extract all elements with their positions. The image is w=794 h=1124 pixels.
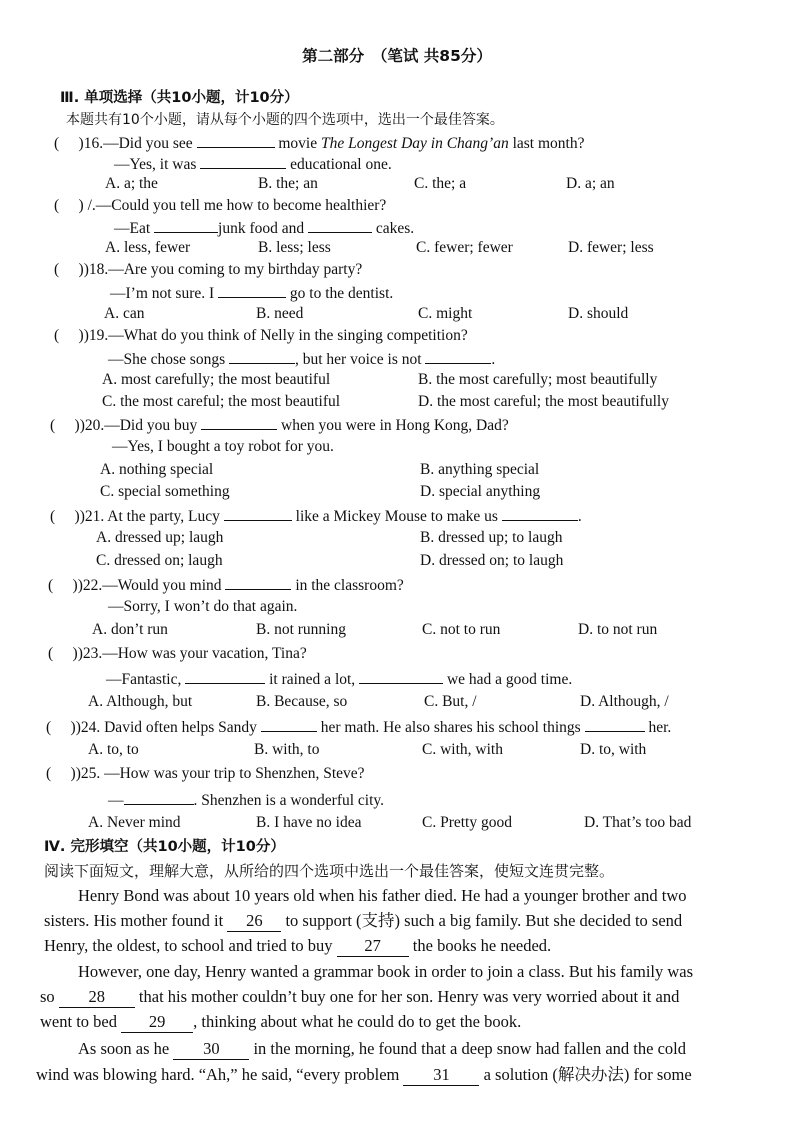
question-text: go to the dentist. xyxy=(289,285,394,302)
question-22 xyxy=(48,574,404,596)
passage-text: in the morning, he found that a deep snow had fallen and the cold xyxy=(253,1039,686,1058)
answer-bracket[interactable]: ( ) xyxy=(54,135,84,152)
option-a[interactable]: A. less, fewer xyxy=(105,239,191,256)
question-21 xyxy=(50,505,582,527)
answer-blank xyxy=(200,153,286,169)
option-b[interactable]: B. I have no idea xyxy=(256,814,362,831)
question-text: educational one. xyxy=(290,156,392,173)
answer-blank xyxy=(154,217,218,233)
question-text: , but her voice is not xyxy=(294,351,422,368)
answer-blank xyxy=(261,716,317,732)
answer-bracket[interactable]: ( ) xyxy=(50,417,80,434)
passage-text: wind was blowing hard. “Ah,” he said, “every problem xyxy=(36,1065,400,1084)
option-b[interactable]: B. anything special xyxy=(420,461,540,478)
cloze-blank-26[interactable]: 26 xyxy=(227,911,281,932)
answer-bracket[interactable]: ( ) xyxy=(54,197,84,214)
question-text: —Eat xyxy=(114,220,151,237)
option-b[interactable]: B. not running xyxy=(256,621,346,638)
question-23-line-2 xyxy=(106,668,572,690)
question-text: her. xyxy=(648,719,672,736)
option-d[interactable]: D. a; an xyxy=(566,175,615,192)
question-17-line-2 xyxy=(114,217,414,239)
option-c[interactable]: C. Pretty good xyxy=(422,814,512,831)
option-a[interactable]: A. Never mind xyxy=(88,814,181,831)
answer-blank xyxy=(425,348,491,364)
question-text: her math. He also shares his school things xyxy=(320,719,581,736)
question-16-line-2 xyxy=(114,153,392,175)
question-text: like a Mickey Mouse to make us xyxy=(295,508,498,525)
option-d[interactable]: D. special anything xyxy=(420,483,541,500)
section-3-heading: Ⅲ. 单项选择（共10小题，计10分） xyxy=(60,90,299,106)
answer-blank xyxy=(359,668,443,684)
option-a[interactable]: A. can xyxy=(104,305,145,322)
question-text: )19.—What do you think of Nelly in the singing competition? xyxy=(83,327,468,344)
passage-line xyxy=(36,1065,692,1086)
cloze-blank-27[interactable]: 27 xyxy=(337,936,409,957)
option-c[interactable]: C. with, with xyxy=(422,741,503,758)
option-b[interactable]: B. the; an xyxy=(258,175,318,192)
question-18-line-2 xyxy=(110,282,393,304)
answer-blank xyxy=(229,348,295,364)
question-text: )20.—Did you buy xyxy=(79,417,198,434)
question-16 xyxy=(54,132,585,154)
option-c[interactable]: C. But, / xyxy=(424,693,477,710)
passage-line xyxy=(44,911,682,932)
section-4-instruction: 阅读下面短文，理解大意，从所给的四个选项中选出一个最佳答案，使短文连贯完整。 xyxy=(44,862,615,880)
passage-text: , thinking about what he could do to get the book. xyxy=(193,1012,522,1031)
answer-bracket[interactable]: ( ) xyxy=(46,765,76,782)
question-23 xyxy=(48,644,307,664)
option-c[interactable]: C. fewer; fewer xyxy=(416,239,513,256)
answer-bracket[interactable]: ( ) xyxy=(46,719,76,736)
option-c[interactable]: C. special something xyxy=(100,483,230,500)
answer-bracket[interactable]: ( ) xyxy=(54,327,84,344)
question-text: in the classroom? xyxy=(295,577,404,594)
passage-line xyxy=(40,987,679,1008)
passage-text: a solution (解决办法) for some xyxy=(483,1065,692,1084)
option-b[interactable]: B. the most carefully; most beautifully xyxy=(418,371,658,388)
option-c[interactable]: C. not to run xyxy=(422,621,501,638)
question-text: — xyxy=(108,792,124,809)
option-d[interactable]: D. the most careful; the most beautifully xyxy=(418,393,669,410)
passage-text: As soon as he xyxy=(78,1039,170,1058)
passage-text: sisters. His mother found it xyxy=(44,911,224,930)
question-text: . xyxy=(491,351,496,368)
answer-blank xyxy=(218,282,286,298)
answer-bracket[interactable]: ( ) xyxy=(48,577,78,594)
question-19-line-2 xyxy=(108,348,495,370)
question-text: )23.—How was your vacation, Tina? xyxy=(77,645,307,662)
question-text: )21. At the party, Lucy xyxy=(79,508,220,525)
question-22-line-2: —Sorry, I won’t do that again. xyxy=(108,598,298,615)
option-a[interactable]: A. dressed up; laugh xyxy=(96,529,224,546)
cloze-blank-30[interactable]: 30 xyxy=(173,1039,249,1060)
passage-line xyxy=(78,1039,686,1060)
answer-blank xyxy=(502,505,578,521)
cloze-blank-31[interactable]: 31 xyxy=(403,1065,479,1086)
option-c[interactable]: C. the most careful; the most beautiful xyxy=(102,393,341,410)
question-20-line-2: —Yes, I bought a toy robot for you. xyxy=(112,438,334,455)
question-text: )18.—Are you coming to my birthday party? xyxy=(83,261,363,278)
passage-text: that his mother couldn’t buy one for her son. Henry was very worried about it and xyxy=(138,987,680,1006)
question-19 xyxy=(54,326,468,346)
option-b[interactable]: B. need xyxy=(256,305,304,322)
passage-text: the books he needed. xyxy=(412,936,552,955)
passage-line: Henry Bond was about 10 years old when his father died. He had a younger brother and two xyxy=(78,886,687,905)
question-text: /.—Could you tell me how to become healthier? xyxy=(87,197,387,214)
passage-line: However, one day, Henry wanted a grammar book in order to join a class. But his family was xyxy=(78,962,694,981)
option-d[interactable]: D. to, with xyxy=(580,741,647,758)
answer-bracket[interactable]: ( ) xyxy=(50,508,80,525)
cloze-blank-29[interactable]: 29 xyxy=(121,1012,193,1033)
answer-blank xyxy=(224,505,292,521)
option-d[interactable]: D. dressed on; to laugh xyxy=(420,552,564,569)
answer-blank xyxy=(124,789,194,805)
option-b[interactable]: B. with, to xyxy=(254,741,320,758)
answer-blank xyxy=(201,414,277,430)
question-25-line-2 xyxy=(108,789,384,811)
question-text: )22.—Would you mind xyxy=(77,577,222,594)
option-a[interactable]: A. nothing special xyxy=(100,461,214,478)
question-text: . Shenzhen is a wonderful city. xyxy=(193,792,385,809)
question-text: cakes. xyxy=(375,220,415,237)
answer-bracket[interactable]: ( ) xyxy=(48,645,78,662)
option-b[interactable]: B. dressed up; to laugh xyxy=(420,529,563,546)
passage-text: Henry, the oldest, to school and tried to buy xyxy=(44,936,333,955)
answer-blank xyxy=(308,217,372,233)
option-b[interactable]: B. less; less xyxy=(258,239,331,256)
question-text: we had a good time. xyxy=(446,671,573,688)
passage-line xyxy=(40,1012,521,1033)
answer-blank xyxy=(585,716,645,732)
question-text: . xyxy=(577,508,582,525)
question-text: —I’m not sure. I xyxy=(110,285,215,302)
answer-blank xyxy=(225,574,291,590)
option-c[interactable]: C. might xyxy=(418,305,473,322)
question-18 xyxy=(54,260,362,280)
cloze-blank-28[interactable]: 28 xyxy=(59,987,135,1008)
question-text: movie xyxy=(278,135,318,152)
question-text: —Yes, it was xyxy=(114,156,197,173)
question-20 xyxy=(50,414,509,436)
option-d[interactable]: D. should xyxy=(568,305,629,322)
option-c[interactable]: C. the; a xyxy=(414,175,467,192)
question-text: last month? xyxy=(512,135,585,152)
option-d[interactable]: D. fewer; less xyxy=(568,239,654,256)
option-a[interactable]: A. a; the xyxy=(105,175,158,192)
question-text: —Fantastic, xyxy=(106,671,182,688)
question-text: 16.—Did you see xyxy=(83,135,193,152)
answer-blank xyxy=(197,132,275,148)
question-text: )24. David often helps Sandy xyxy=(75,719,257,736)
option-d[interactable]: D. to not run xyxy=(578,621,658,638)
section-4-heading: Ⅳ. 完形填空（共10小题，计10分） xyxy=(44,839,285,855)
question-text: it rained a lot, xyxy=(269,671,356,688)
option-c[interactable]: C. dressed on; laugh xyxy=(96,552,223,569)
option-a[interactable]: A. don’t run xyxy=(92,621,168,638)
page-title: 第二部分 （笔试 共85分） xyxy=(302,47,492,65)
question-17 xyxy=(54,196,386,216)
passage-text: to support (支持) such a big family. But she decided to send xyxy=(285,911,683,930)
answer-blank xyxy=(185,668,265,684)
option-d[interactable]: D. That’s too bad xyxy=(584,814,692,831)
option-d[interactable]: D. Although, / xyxy=(580,693,669,710)
passage-text: so xyxy=(40,987,55,1006)
question-text: junk food and xyxy=(218,220,305,237)
passage-text: went to bed xyxy=(40,1012,117,1031)
question-text: —She chose songs xyxy=(108,351,226,368)
answer-bracket[interactable]: ( ) xyxy=(54,261,84,278)
passage-line xyxy=(44,936,551,957)
option-a[interactable]: A. to, to xyxy=(88,741,139,758)
section-3-instruction: 本题共有10个小题，请从每个小题的四个选项中，选出一个最佳答案。 xyxy=(66,112,504,128)
option-a[interactable]: A. most carefully; the most beautiful xyxy=(102,371,331,388)
question-text: when you were in Hong Kong, Dad? xyxy=(281,417,509,434)
question-text: )25. —How was your trip to Shenzhen, Steve? xyxy=(75,765,365,782)
option-a[interactable]: A. Although, but xyxy=(88,693,193,710)
question-24 xyxy=(46,716,671,738)
movie-title: The Longest Day in Chang’an xyxy=(321,135,509,152)
option-b[interactable]: B. Because, so xyxy=(256,693,348,710)
question-25 xyxy=(46,764,365,784)
